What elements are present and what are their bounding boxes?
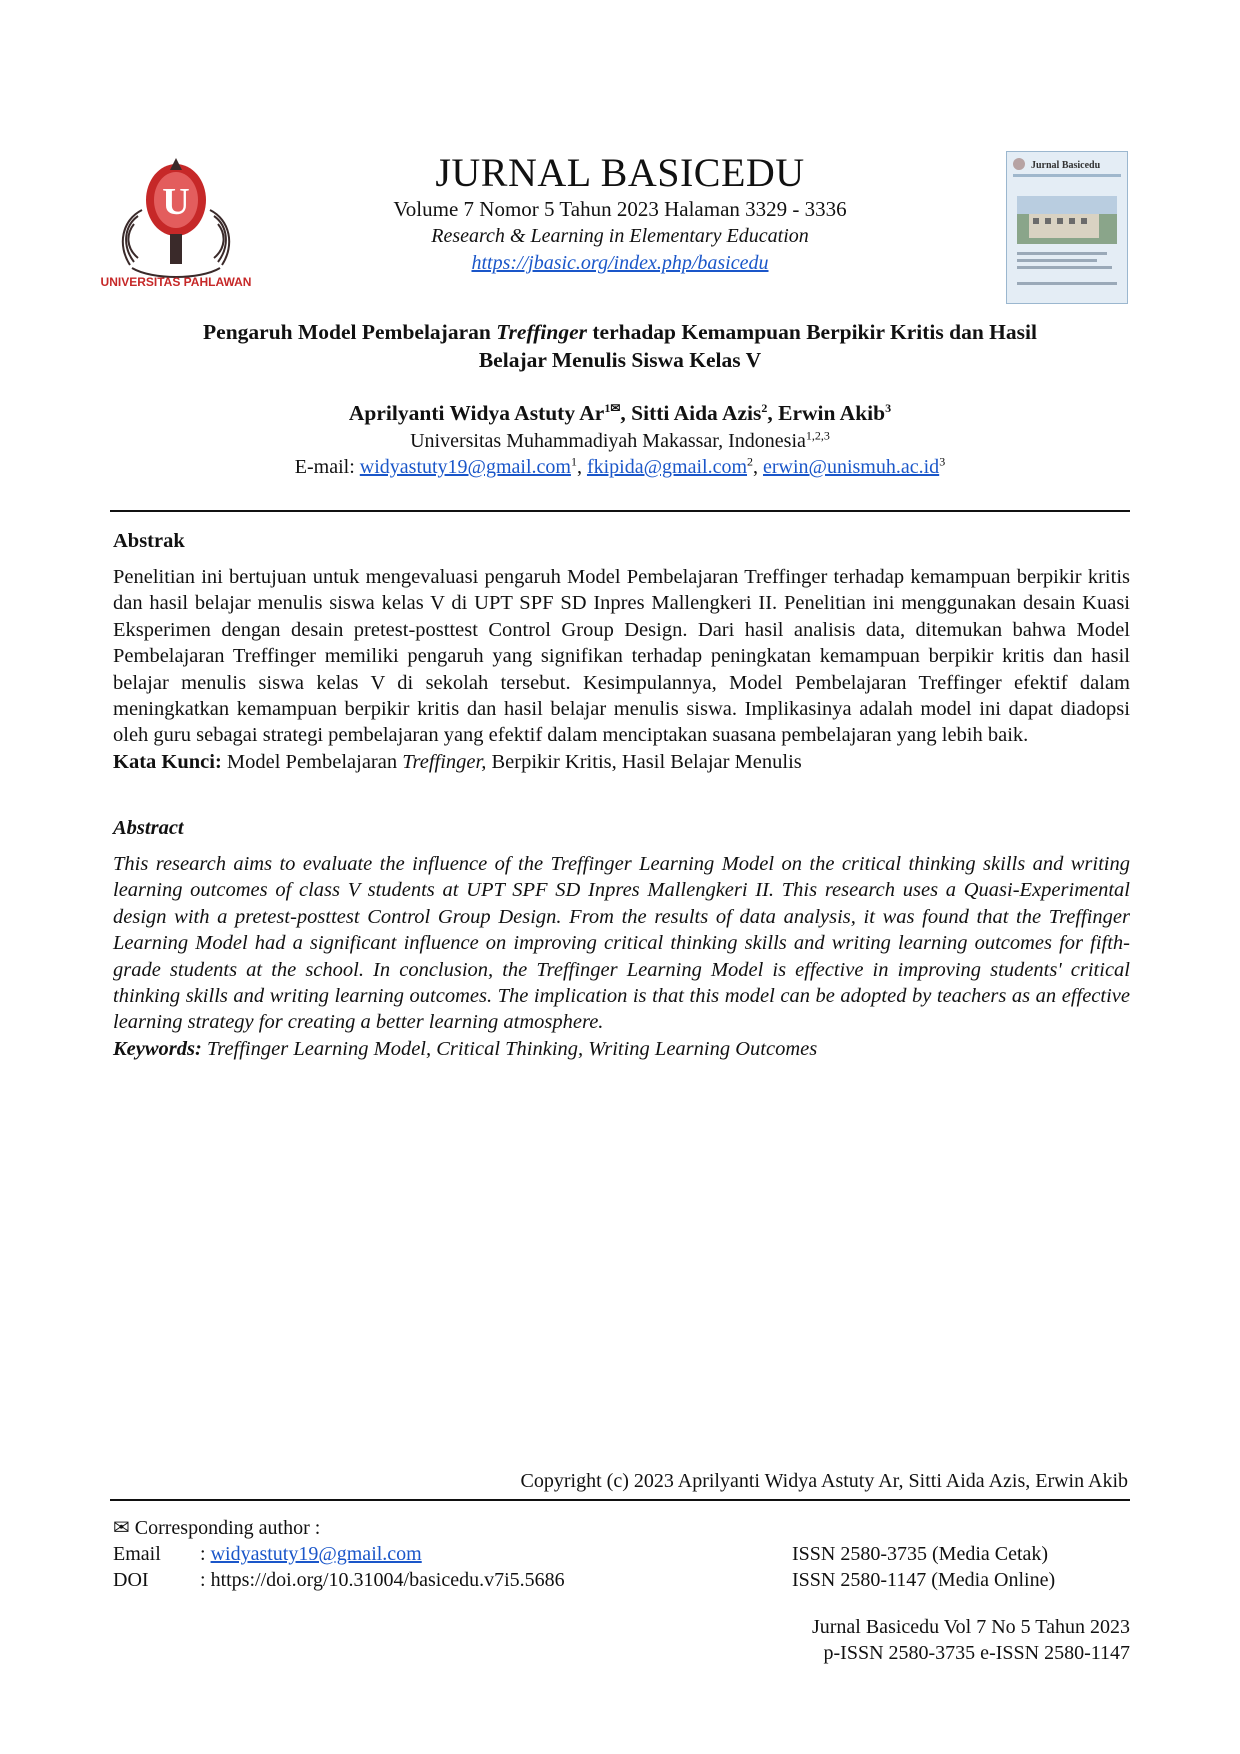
corresponding-info: ✉ Corresponding author : Email : widyastuty19@gmail.com DOI : https://doi.org/10.31004/basicedu.v7i5.5686 [113,1515,733,1593]
email-link-2[interactable]: fkipida@gmail.com [586,456,748,478]
cover-title: Jurnal Basicedu [1031,160,1101,171]
paper-title: Pengaruh Model Pembelajaran Treffinger terhadap Kemampuan Berpikir Kritis dan Hasil Belajar Menulis Siswa Kelas V [203,320,1037,372]
journal-title: JURNAL BASICEDU [435,150,805,195]
corresponding-author: ✉ Corresponding author : [113,1517,321,1539]
header-divider [110,510,1130,512]
svg-text:U: U [162,181,190,223]
kata-kunci: Kata Kunci: Model Pembelajaran Treffinger, Berpikir Kritis, Hasil Belajar Menulis [113,750,802,773]
author-1: Aprilyanti Widya Astuty Ar [348,401,605,425]
author-3: Erwin Akib [778,401,886,425]
logo-text: UNIVERSITAS PAHLAWAN [100,275,252,289]
journal-cover-thumbnail [1006,151,1128,304]
authors: Aprilyanti Widya Astuty $Ar^{1✉}$, Sitti Aida Azis$^2$, Erwin Akib$^3$ [348,400,892,425]
footer-journal-line: Jurnal Basicedu Vol 7 No 5 Tahun 2023 [811,1616,1130,1638]
email-link-3[interactable]: erwin@unismuh.ac.id [763,456,940,478]
footer-issn-line: p-ISSN 2580-3735 e-ISSN 2580-1147 [823,1642,1130,1664]
keywords: Keywords: Treffinger Learning Model, Critical Thinking, Writing Learning Outcomes [113,1037,818,1060]
footer-divider [110,1499,1130,1501]
journal-url-link[interactable]: https://jbasic.org/index.php/basicedu [471,252,769,274]
doi-value: https://doi.org/10.31004/basicedu.v7i5.5686 [210,1569,565,1591]
abstract-section [113,815,1130,1062]
abstrak-section [113,528,1130,775]
affiliation: Universitas Muhammadiyah Makassar, Indonesia$^{1,2,3}$ [410,428,830,452]
journal-volume: Volume 7 Nomor 5 Tahun 2023 Halaman 3329 - 3336 [393,197,847,221]
issn-info [792,1541,1132,1593]
university-logo [100,150,252,302]
email-link-1[interactable]: widyastuty19@gmail.com [359,456,571,478]
envelope-icon: ✉ [113,1517,130,1539]
page-footer [700,1614,1130,1666]
journal-header [270,150,970,276]
copyright-notice: Copyright (c) 2023 Aprilyanti Widya Astuty Ar, Sitti Aida Azis, Erwin Akib [520,1470,1128,1492]
abstract-heading: Abstract [113,817,184,839]
issn-print: ISSN 2580-3735 (Media Cetak) [792,1543,1049,1565]
corresponding-email-link[interactable]: widyastuty19@gmail.com [210,1543,422,1565]
issn-online: ISSN 2580-1147 (Media Online) [792,1569,1056,1591]
abstrak-text: Penelitian ini bertujuan untuk mengevaluasi pengaruh Model Pembelajaran Treffinger terhadap kemampuan berpikir kritis dan hasil belajar menulis siswa kelas V di UPT SPF SD Inpres Mallengkeri II. Penelitian ini menggunakan desain Kuasi Eksperimen dengan desain pretest-posttest Control Group Design. Dari hasil analisis data, ditemukan bahwa Model Pembelajaran Treffinger memiliki pengaruh yang signifikan terhadap peningkatan kemampuan berpikir kritis dan hasil belajar menulis siswa kelas V di sekolah tersebut. Kesimpulannya, Model Pembelajaran Treffinger efektif dalam meningkatkan kemampuan berpikir kritis dan hasil belajar menulis siswa. Implikasinya adalah model ini dapat diadopsi oleh guru sebagai strategi pembelajaran yang efektif dalam menciptakan suasana pembelajaran yang lebih baik. [113,566,1130,747]
author-2: Sitti Aida Azis [631,401,762,425]
journal-subtitle: Research & Learning in Elementary Education [431,225,809,247]
abstrak-heading: Abstrak [113,530,185,552]
author-emails: E-mail: widyastuty19@gmail.com$^1$, fkipida@gmail.com$^2$, $erwin@unismuh.ac.id^3$ [294,454,946,478]
abstract-text: This research aims to evaluate the influence of the Treffinger Learning Model on the critical thinking skills and writing learning outcomes of class V students at UPT SPF SD Inpres Mallengkeri II. This research uses a Quasi-Experimental design with a pretest-posttest Control Group Design. From the results of data analysis, it was found that the Treffinger Learning Model had a significant influence on improving critical thinking skills and writing learning outcomes for fifth-grade students at the school. In conclusion, the Treffinger Learning Model is effective in improving students' critical thinking skills and writing learning outcomes. The implication is that this model can be adopted by teachers as an effective learning strategy for creating a better learning atmosphere. [113,853,1130,1034]
